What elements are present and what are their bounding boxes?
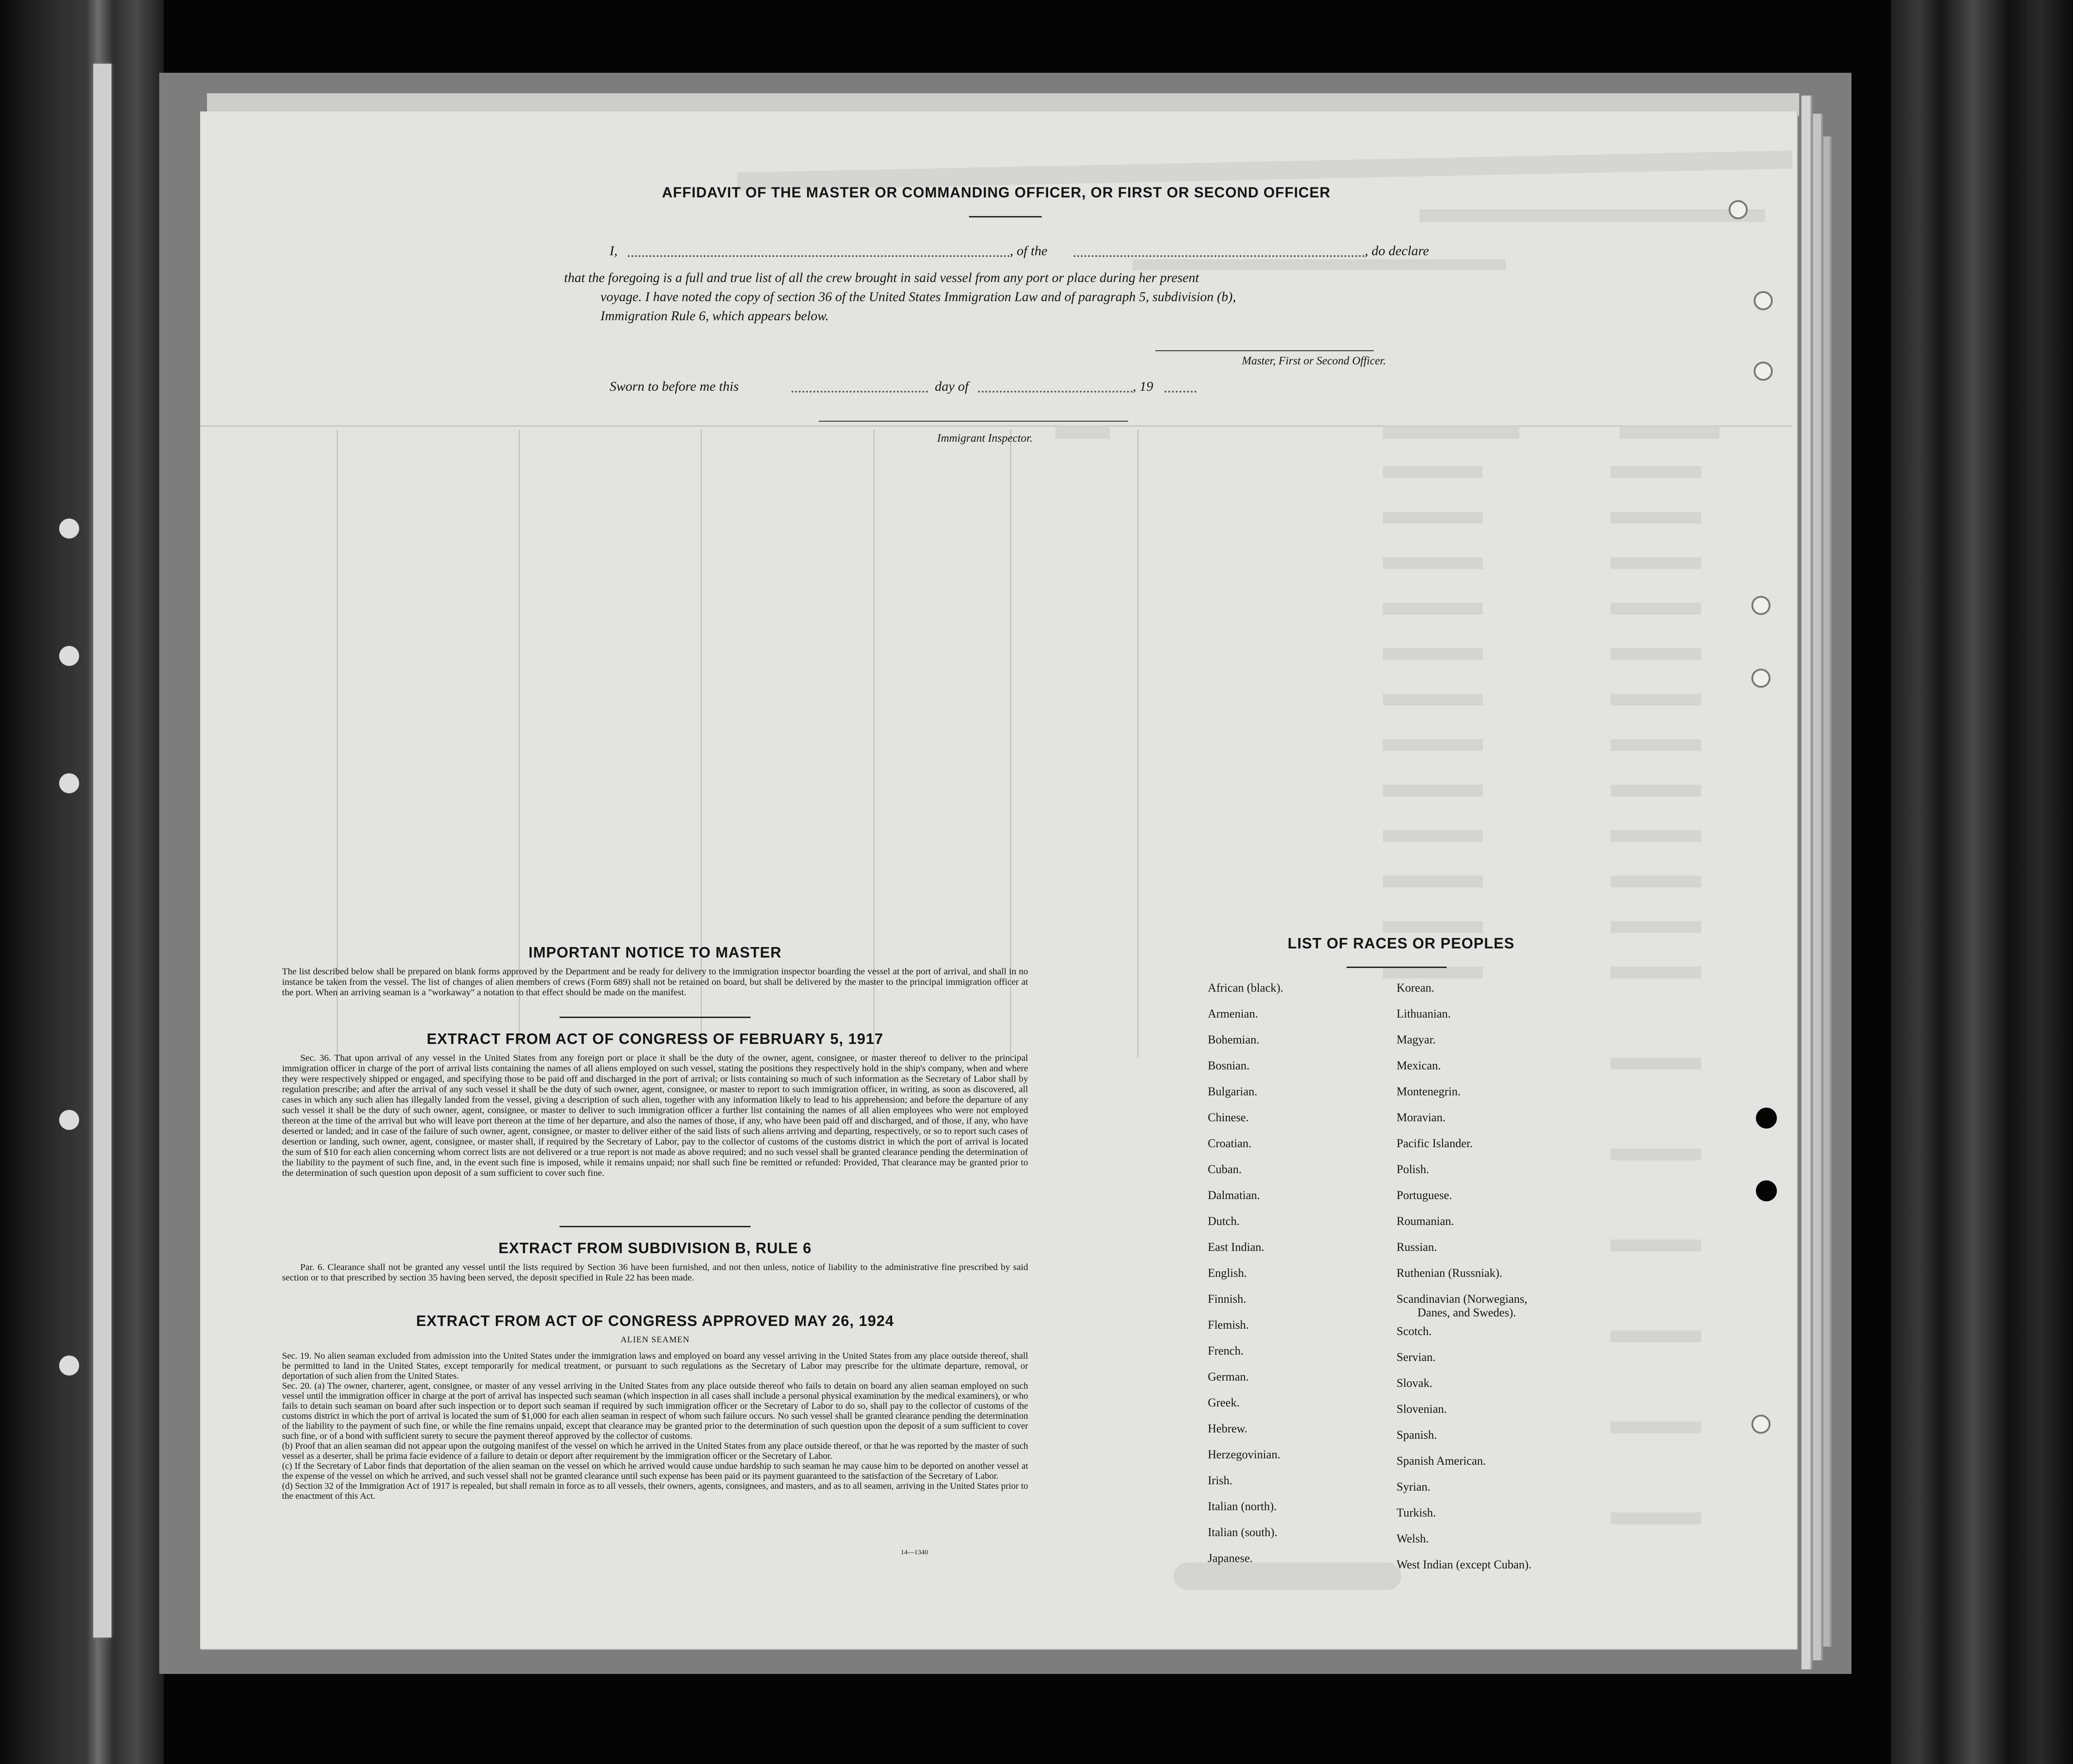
film-border-left: [0, 0, 164, 1764]
race-item: French.: [1208, 1344, 1244, 1357]
show-through-text: [1610, 876, 1701, 887]
race-item: East Indian.: [1208, 1240, 1265, 1254]
race-item: Dutch.: [1208, 1215, 1240, 1228]
show-through-text: [1383, 921, 1483, 933]
binder-hole: [1729, 200, 1748, 219]
show-through-text: [1383, 830, 1483, 842]
manifest-page: [200, 111, 1797, 1649]
show-through-text: [1383, 512, 1483, 524]
day-of-label: day of: [935, 379, 969, 394]
race-item: Slovenian.: [1397, 1402, 1447, 1416]
page-edge: [1801, 96, 1812, 1669]
inspector-signature-line[interactable]: [819, 421, 1128, 422]
page-edge: [1813, 114, 1823, 1660]
extract-rule6-title: EXTRACT FROM SUBDIVISION B, RULE 6: [498, 1240, 812, 1256]
show-through-rule: [1010, 430, 1011, 1058]
race-item: Mexican.: [1397, 1059, 1441, 1072]
show-through-text: [1610, 785, 1701, 796]
extract-rule6-text: Par. 6. Clearance shall not be granted any vessel until the lists required by Section 36 have been furnished, and not then unless, notice of liability to the administrative fine prescribed by said section or to that prescribed by section 35 having been served, the deposit specified in Rule 22 has been made.: [282, 1262, 1028, 1283]
show-through-text: [1610, 466, 1701, 478]
race-item: Spanish American.: [1397, 1454, 1486, 1467]
strip-hole: [59, 519, 79, 539]
race-item: Hebrew.: [1208, 1422, 1248, 1435]
race-item: Flemish.: [1208, 1318, 1249, 1331]
signature-line[interactable]: [1155, 350, 1374, 351]
show-through-text: [1383, 785, 1483, 796]
race-item: Japanese.: [1208, 1552, 1253, 1565]
race-item: Polish.: [1397, 1163, 1429, 1176]
show-through-text: [1383, 557, 1483, 569]
show-through-text: [1610, 603, 1701, 615]
extract-1917-title: EXTRACT FROM ACT OF CONGRESS OF FEBRUARY 5, 1917: [427, 1030, 883, 1047]
declarant-label: I,: [610, 243, 618, 258]
strip-hole: [59, 646, 79, 666]
extract-1924-text: Sec. 19. No alien seaman excluded from admission into the United States under the immigration laws and employed on board any vessel arriving in the United States from any place outside thereof, shall be permitted to land in the United States, except temporarily for medical treatment, or pursuant to such regulations as the Secretary of Labor may prescribe for the ultimate departure, removal, or deportation of such alien from the United States. Sec. 20. (a) The owner, charterer, agent, consignee, or master of any vessel arriving in the United States from any place outside thereof who fails to detain on board any alien seaman employed on such vessel until the immigration officer in charge at the port of arrival has inspected such seaman (which inspection in all cases shall include a personal physical examination by the medical examiners), or who fails to detain such seaman on board after such inspection or to deport such seaman if required by such immigration officer or the Secretary of Labor to do so, shall pay to the collector of customs of the customs district in which the port of arrival is located the sum of $1,000 for each alien seaman in respect of whom such failure occurs. No such vessel shall be granted clearance pending the determination of the liability to the payment of such fine, or while the fine remains unpaid, except that clearance may be granted prior to the determination of such question upon the deposit of a sum sufficient to cover such fine, or of a bond with sufficient surety to secure the payment thereof approved by the collector of customs. (b) Proof that an alien seaman did not appear upon the outgoing manifest of the vessel on which he arrived in the United States from any place outside thereof, or that he was reported by the master of such vessel as a deserter, shall be prima facie evidence of a failure to detain or deport after requirement by the immigration officer or the Secretary of Labor. (c) If the Secretary of Labor finds that deportation of the alien seaman on the vessel on which he arrived would cause undue hardship to such seaman he may cause him to be deported on another vessel at the expense of the vessel on which he arrived, and such vessel shall not be granted clearance until such expense has been paid or its payment guaranteed to the satisfaction of the Secretary of Labor. (d) Section 32 of the Immigration Act of 1917 is repealed, but shall remain in force as to all vessels, their owners, agents, consignees, and masters, and as to all seamen, arriving in the United States prior to the enactment of this Act.: [282, 1351, 1028, 1501]
section-rule: [560, 1017, 751, 1018]
binding-strip: [93, 64, 111, 1638]
race-item: Turkish.: [1397, 1506, 1436, 1519]
sworn-day-field[interactable]: [792, 391, 928, 393]
show-through-text: [1610, 1240, 1701, 1251]
show-through-rule: [519, 430, 520, 1058]
binder-hole: [1751, 1415, 1770, 1434]
film-border-right: [1891, 0, 2073, 1764]
affidavit-line-2: voyage. I have noted the copy of section 36 of the United States Immigration Law and of paragraph 5, subdivision (b),: [600, 290, 1236, 304]
show-through-text: [1383, 694, 1483, 706]
race-item: Bulgarian.: [1208, 1085, 1258, 1098]
strip-hole: [59, 1110, 79, 1130]
show-through-text: [1610, 1149, 1701, 1160]
page-edge: [1823, 136, 1831, 1647]
binder-hole: [1751, 596, 1770, 615]
race-item: English.: [1208, 1266, 1247, 1280]
show-through-rule: [1137, 430, 1139, 1058]
signature-caption: Master, First or Second Officer.: [1242, 355, 1386, 367]
show-through-text: [1055, 425, 1110, 439]
race-item: Armenian.: [1208, 1007, 1258, 1020]
binder-hole: [1754, 362, 1773, 381]
race-item: Italian (north).: [1208, 1500, 1277, 1513]
show-through-text: [1610, 1512, 1701, 1524]
extract-1917-text: Sec. 36. That upon arrival of any vessel in the United States from any foreign port or place it shall be the duty of the owner, agent, consignee, or master thereof to deliver to the principal immigration officer in charge of the port of arrival lists containing the names of all aliens employed on such vessel, stating the positions they respectively hold in the ship's company, when and where they were respectively shipped or engaged, and specifying those to be paid off and discharged in the port of arrival; or lists containing so much of such information as the Secretary of Labor shall by regulation prescribe; and after the arrival of any such vessel it shall be the duty of such owner, agent, consignee, or master to report to such immigration officer, in writing, as soon as discovered, all cases in which any such alien has illegally landed from the vessel, giving a description of such alien, together with any information likely to lead to his apprehension; and before the departure of any such vessel it shall be the duty of such owner, agent, consignee, or master to deliver to such immigration officer a further list containing the names of all alien employees who were not employed thereon at the time of the arrival but who will leave port thereon at the time of her departure, and also the names of those, if any, who have been paid off and discharged, and of those, if any, who have deserted or landed; and in case of the failure of such owner, agent, consignee, or master to deliver either of the said lists of such aliens arriving and departing, respectively, or so to report such cases of desertion or landing, such owner, agent, consignee, or master shall, if required by the Secretary of Labor, pay to the collector of customs of the customs district in which the port of arrival is located the sum of $10 for each alien concerning whom correct lists are not delivered or a true report is not made as above required; and no such vessel shall be granted clearance pending the determination of the liability to the payment of such fine, and, in the event such fine is imposed, while it remains unpaid; nor shall such fine be remitted or refunded: Provided, That clearance may be granted prior to the determination of such question upon deposit of a sum sufficient to cover such fine.: [282, 1053, 1028, 1178]
show-through-text: [1383, 466, 1483, 478]
race-item: Chinese.: [1208, 1111, 1249, 1124]
race-item: Dalmatian.: [1208, 1189, 1260, 1202]
race-item: Finnish.: [1208, 1292, 1246, 1305]
form-code: 14—1340: [901, 1549, 928, 1556]
race-item: Irish.: [1208, 1474, 1233, 1487]
show-through-text: [1610, 921, 1701, 933]
race-item: Spanish.: [1397, 1428, 1437, 1441]
strip-hole: [59, 1356, 79, 1376]
affidavit-title: AFFIDAVIT OF THE MASTER OR COMMANDING OFFICER, OR FIRST OR SECOND OFFICER: [662, 184, 1331, 201]
notice-text: The list described below shall be prepared on blank forms approved by the Department and be ready for delivery to the immigration inspector boarding the vessel at the port of arrival, and shall in no instance be taken from the vessel. The list of changes of alien members of crews (Form 689) shall not be retained on board, but shall be delivered by the master to the principal immigration officer at the port. When an arriving seaman is a "workaway" a notation to that effect should be made on the manifest.: [282, 967, 1028, 998]
affidavit-line-1: that the foregoing is a full and true list of all the crew brought in said vessel from any port or place during her present: [564, 271, 1199, 285]
binder-hole: [1756, 1180, 1777, 1201]
show-through-text: [1610, 648, 1701, 660]
race-item: Scotch.: [1397, 1325, 1432, 1338]
extract-1924-subtitle: ALIEN SEAMEN: [620, 1335, 690, 1345]
section-rule: [1347, 967, 1447, 968]
show-through-text: [1419, 209, 1765, 222]
sworn-label: Sworn to before me this: [610, 379, 739, 394]
show-through-rule: [337, 430, 338, 1058]
show-through-text: [1619, 425, 1720, 439]
race-item: Korean.: [1397, 981, 1435, 994]
show-through-rule: [873, 430, 875, 1058]
show-through-text: [1610, 830, 1701, 842]
race-item: Slovak.: [1397, 1376, 1432, 1390]
race-item: Servian.: [1397, 1351, 1436, 1364]
title-rule: [969, 216, 1042, 217]
vessel-name-field[interactable]: [1074, 255, 1365, 257]
do-declare-label: , do declare: [1365, 243, 1429, 258]
show-through-text: [1610, 1058, 1701, 1069]
race-item-continued: Danes, and Swedes).: [1417, 1306, 1516, 1319]
show-through-text: [1610, 557, 1701, 569]
race-item: Pacific Islander.: [1397, 1137, 1473, 1150]
race-item: Russian.: [1397, 1240, 1437, 1254]
show-through-text: [1383, 648, 1483, 660]
race-item: Ruthenian (Russniak).: [1397, 1266, 1503, 1280]
binder-hole: [1756, 1108, 1777, 1129]
race-item: Montenegrin.: [1397, 1085, 1461, 1098]
show-through-text: [1610, 1331, 1701, 1342]
sworn-year-field[interactable]: [1165, 391, 1196, 393]
show-through-text: [1383, 603, 1483, 615]
vessel-of-label: , of the: [1010, 243, 1048, 258]
sworn-month-field[interactable]: [978, 391, 1133, 393]
race-item: African (black).: [1208, 981, 1284, 994]
race-item: Herzegovinian.: [1208, 1448, 1281, 1461]
show-through-text: [1610, 694, 1701, 706]
race-item: Lithuanian.: [1397, 1007, 1451, 1020]
extract-1924-title: EXTRACT FROM ACT OF CONGRESS APPROVED MAY 26, 1924: [416, 1312, 894, 1329]
race-item: Portuguese.: [1397, 1189, 1453, 1202]
race-item: Italian (south).: [1208, 1526, 1278, 1539]
inspector-caption: Immigrant Inspector.: [937, 432, 1033, 444]
show-through-text: [1610, 739, 1701, 751]
race-item: Croatian.: [1208, 1137, 1252, 1150]
year-label: , 19: [1133, 379, 1153, 394]
race-item: West Indian (except Cuban).: [1397, 1558, 1532, 1571]
race-item: Syrian.: [1397, 1480, 1431, 1493]
affidavit-body: [564, 268, 1447, 326]
section-rule: [560, 1226, 751, 1227]
race-item: Magyar.: [1397, 1033, 1436, 1046]
binder-hole: [1751, 669, 1770, 688]
affidavit-line-3: Immigration Rule 6, which appears below.: [600, 309, 829, 323]
show-through-signature: [1174, 1562, 1401, 1590]
show-through-text: [1383, 876, 1483, 887]
show-through-text: [1383, 967, 1483, 978]
race-item: Bohemian.: [1208, 1033, 1260, 1046]
show-through-rule: [200, 425, 1792, 427]
race-item: Scandinavian (Norwegians,: [1397, 1292, 1528, 1305]
show-through-text: [1383, 739, 1483, 751]
show-through-text: [1383, 425, 1519, 439]
race-item: German.: [1208, 1370, 1249, 1383]
show-through-rule: [701, 430, 702, 1058]
race-item: Roumanian.: [1397, 1215, 1454, 1228]
declarant-name-field[interactable]: [628, 255, 1010, 257]
show-through-text: [1610, 967, 1701, 978]
strip-hole: [59, 773, 79, 793]
show-through-text: [1610, 512, 1701, 524]
race-item: Moravian.: [1397, 1111, 1446, 1124]
notice-title: IMPORTANT NOTICE TO MASTER: [528, 944, 782, 961]
binder-hole: [1754, 291, 1773, 310]
show-through-text: [1610, 1421, 1701, 1433]
race-item: Cuban.: [1208, 1163, 1242, 1176]
races-title: LIST OF RACES OR PEOPLES: [1287, 935, 1515, 952]
race-item: Welsh.: [1397, 1532, 1429, 1545]
race-item: Bosnian.: [1208, 1059, 1250, 1072]
race-item: Greek.: [1208, 1396, 1240, 1409]
